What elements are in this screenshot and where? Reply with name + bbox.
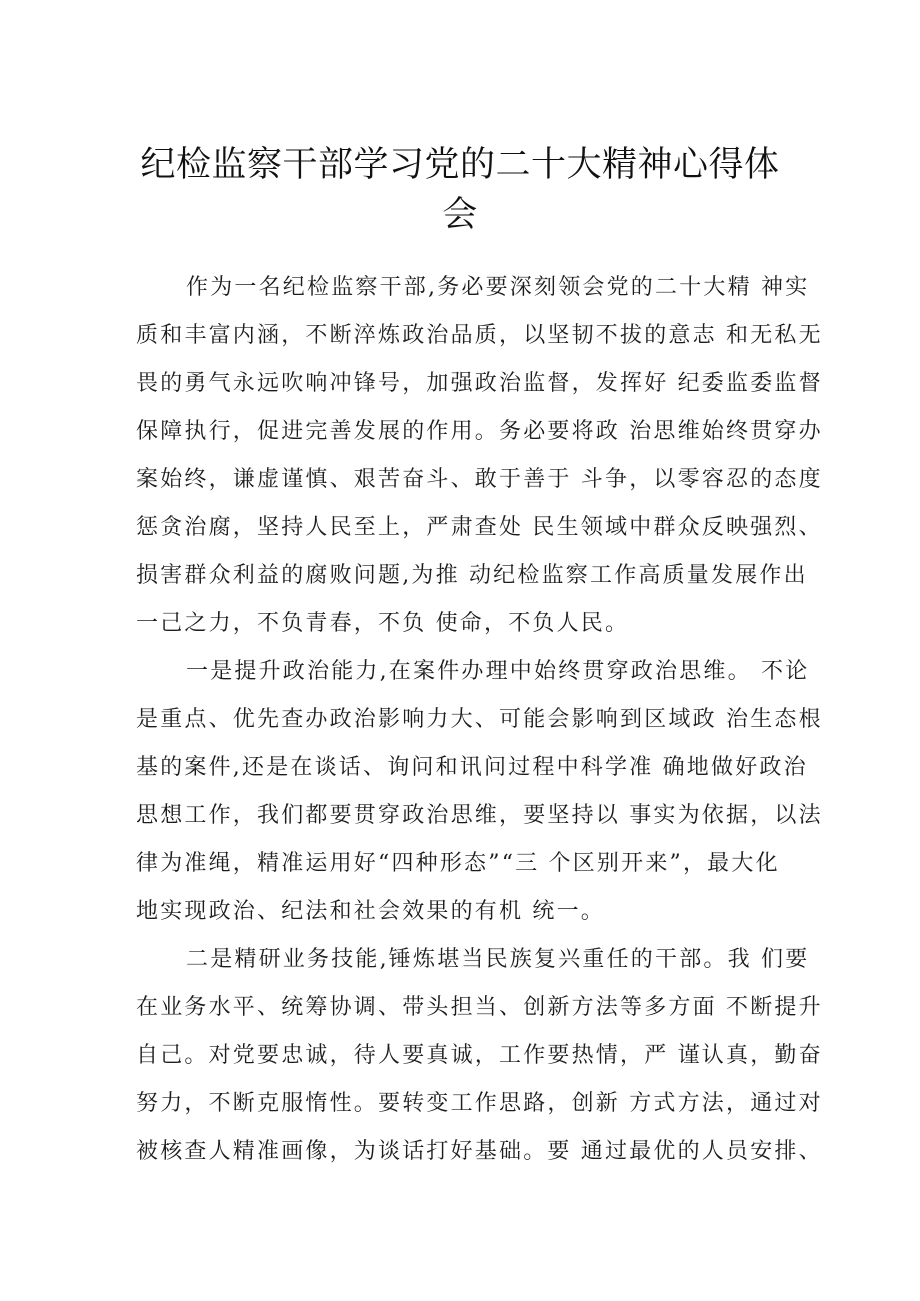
paragraph-line: 地实现政治、纪法和社会效果的有机 统一。 [136, 899, 605, 924]
paragraph-line: 质和丰富内涵，不断淬炼政治品质，以坚韧不拔的意志 和无私无 [136, 323, 823, 348]
title-line-2: 会 [442, 195, 478, 235]
paragraph-line: 是重点、优先查办政治影响力大、可能会影响到区域政 治生态根 [136, 707, 823, 732]
paragraph-line: 案始终，谦虚谨慎、艰苦奋斗、敢于善于 斗争，以零容忍的态度 [136, 467, 823, 492]
paragraph-line: 思想工作，我们都要贯穿政治思维，要坚持以 事实为依据，以法 [136, 803, 823, 828]
paragraph-line: 一是提升政治能力,在案件办理中始终贯穿政治思维。 不论 [186, 659, 810, 684]
document-title [130, 140, 790, 240]
paragraph-line: 被核查人精准画像，为谈话打好基础。要 通过最优的人员安排、 [136, 1139, 823, 1164]
paragraph-line: 自己。对党要忠诚，待人要真诚，工作要热情，严 谨认真，勤奋 [136, 1043, 823, 1068]
paragraph-line: 在业务水平、统筹协调、带头担当、创新方法等多方面 不断提升 [136, 995, 823, 1020]
paragraph-line: 基的案件,还是在谈话、询问和讯问过程中科学准 确地做好政治 [136, 755, 808, 780]
title-line-1: 纪检监察干部学习党的二十大精神心得体 [140, 145, 780, 185]
paragraph-line: 畏的勇气永远吹响冲锋号，加强政治监督，发挥好 纪委监委监督 [136, 371, 823, 396]
paragraph-line: 一己之力，不负青春，不负 使命，不负人民。 [136, 611, 630, 636]
paragraph-line: 作为一名纪检监察干部,务必要深刻领会党的二十大精 神实 [186, 275, 810, 300]
paragraph-line: 二是精研业务技能,锤炼堪当民族复兴重任的干部。我 们要 [186, 947, 810, 972]
paragraph-line: 惩贪治腐，坚持人民至上，严肃查处 民生领域中群众反映强烈、 [136, 515, 823, 540]
paragraph-line: 损害群众利益的腐败问题,为推 动纪检监察工作高质量发展作出 [136, 563, 808, 588]
paragraph-line: 保障执行，促进完善发展的作用。务必要将政 治思维始终贯穿办 [136, 419, 823, 444]
paragraph-line: 努力，不断克服惰性。要转变工作思路，创新 方式方法，通过对 [136, 1091, 823, 1116]
paragraph-line: 律为准绳，精准运用好“四种形态”“三 个区别开来”，最大化 [136, 851, 780, 876]
